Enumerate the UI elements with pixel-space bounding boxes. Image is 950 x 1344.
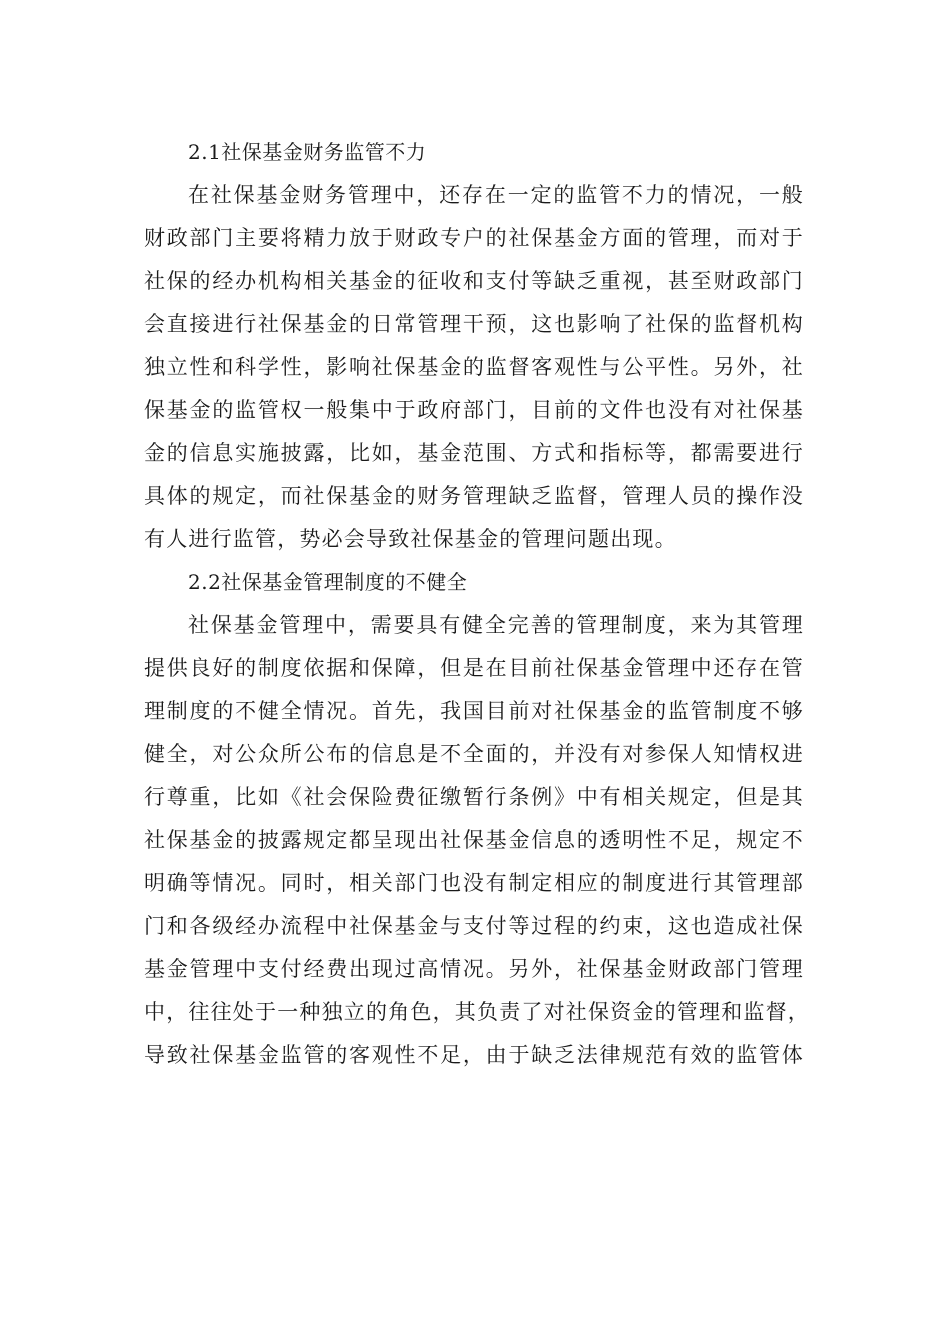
paragraph-line: 金的信息实施披露，比如，基金范围、方式和指标等，都需要进行: [144, 441, 804, 465]
paragraph-line: 会直接进行社保基金的日常管理干预，这也影响了社保的监督机构: [144, 312, 804, 336]
section-heading-2-1: 2.1社保基金财务监管不力: [188, 140, 427, 164]
paragraph-line: 基金管理中支付经费出现过高情况。另外，社保基金财政部门管理: [144, 957, 804, 981]
paragraph-line: 健全，对公众所公布的信息是不全面的，并没有对参保人知情权进: [144, 742, 804, 766]
paragraph-line: 保基金的监管权一般集中于政府部门，目前的文件也没有对社保基: [144, 398, 804, 422]
paragraph-line: 在社保基金财务管理中，还存在一定的监管不力的情况，一般: [188, 183, 804, 207]
paragraph-line: 社保的经办机构相关基金的征收和支付等缺乏重视，甚至财政部门: [144, 269, 804, 293]
paragraph-line: 社保基金管理中，需要具有健全完善的管理制度，来为其管理: [188, 613, 804, 637]
paragraph-line: 门和各级经办流程中社保基金与支付等过程的约束，这也造成社保: [144, 914, 804, 938]
paragraph-line: 社保基金的披露规定都呈现出社保基金信息的透明性不足，规定不: [144, 828, 804, 852]
section-heading-2-2: 2.2社保基金管理制度的不健全: [188, 570, 468, 594]
paragraph-line: 行尊重，比如《社会保险费征缴暂行条例》中有相关规定，但是其: [144, 785, 804, 809]
paragraph-line: 财政部门主要将精力放于财政专户的社保基金方面的管理，而对于: [144, 226, 804, 250]
paragraph-line: 导致社保基金监管的客观性不足，由于缺乏法律规范有效的监管体: [144, 1043, 804, 1067]
paragraph-line: 有人进行监管，势必会导致社保基金的管理问题出现。: [144, 527, 677, 551]
paragraph-line: 提供良好的制度依据和保障，但是在目前社保基金管理中还存在管: [144, 656, 804, 680]
paragraph-line: 明确等情况。同时，相关部门也没有制定相应的制度进行其管理部: [144, 871, 804, 895]
paragraph-line: 独立性和科学性，影响社保基金的监督客观性与公平性。另外，社: [144, 355, 804, 379]
paragraph-line: 中，往往处于一种独立的角色，其负责了对社保资金的管理和监督，: [144, 1000, 810, 1024]
document-body: [144, 131, 810, 1077]
paragraph-line: 理制度的不健全情况。首先，我国目前对社保基金的监管制度不够: [144, 699, 804, 723]
paragraph-line: 具体的规定，而社保基金的财务管理缺乏监督，管理人员的操作没: [144, 484, 804, 508]
